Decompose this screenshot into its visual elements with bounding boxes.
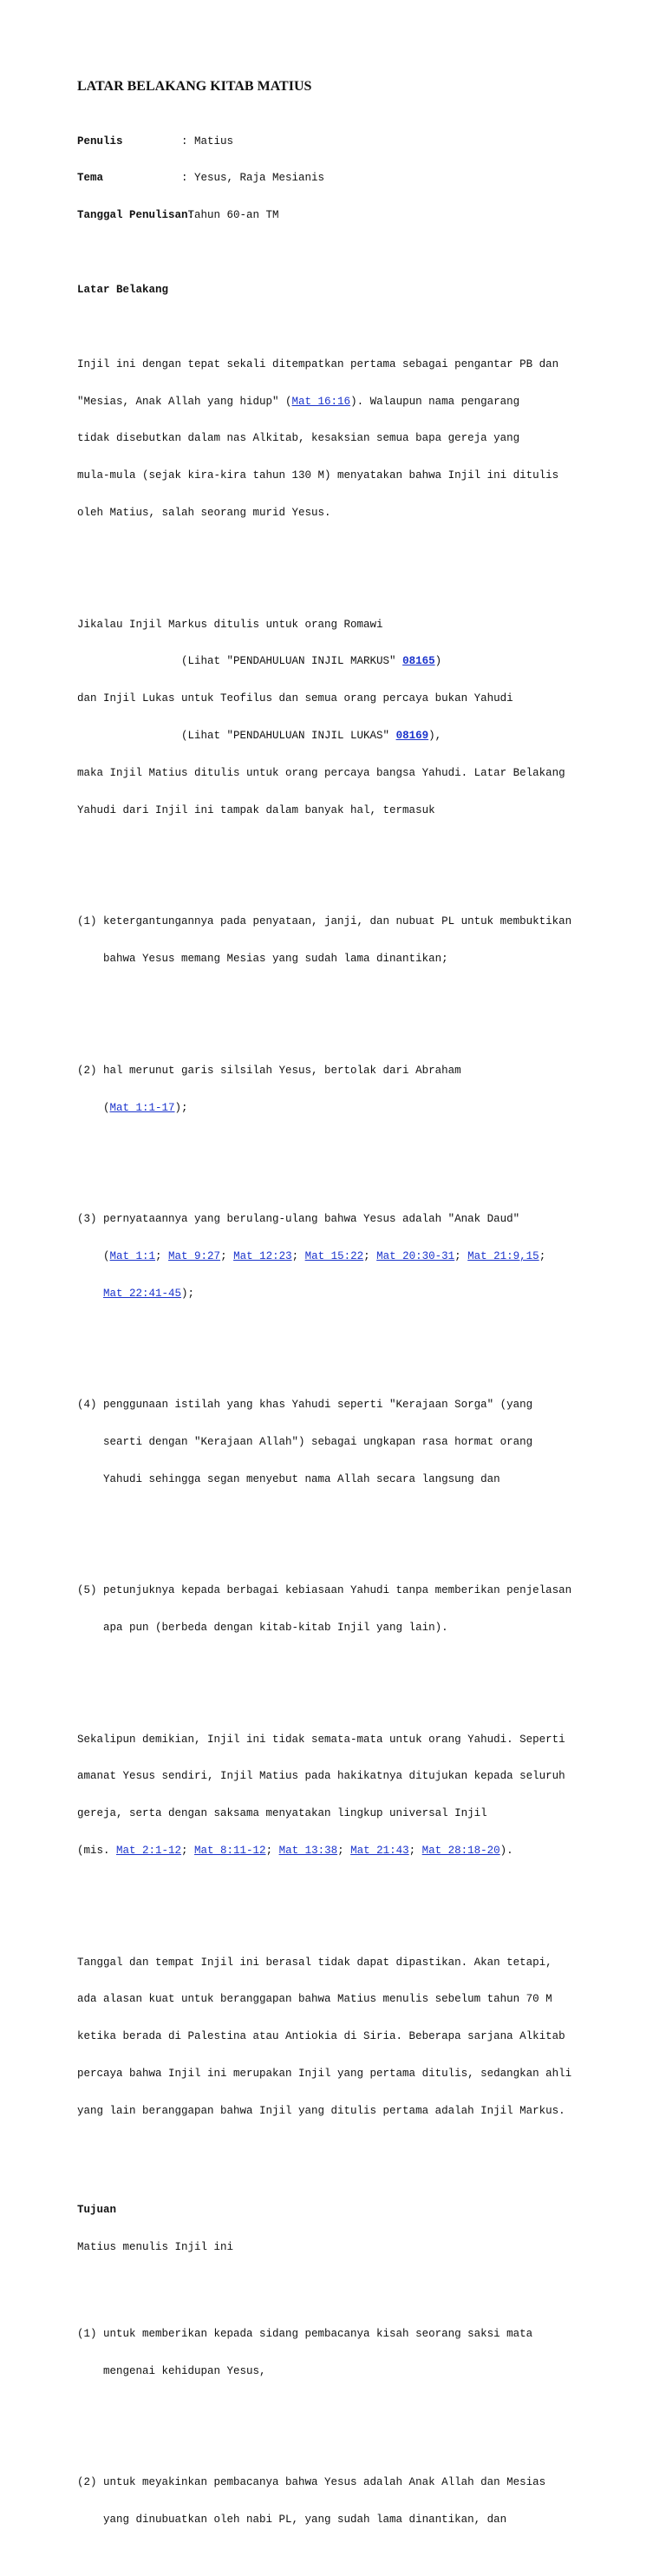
text-line: ketika berada di Palestina atau Antiokia di Siria. Beberapa sarjana Alkitab [77, 2030, 565, 2043]
text-line: gereja, serta dengan saksama menyatakan lingkup universal Injil [77, 1807, 487, 1820]
text-line: yang lain beranggapan bahwa Injil yang ditulis pertama adalah Injil Markus. [77, 2105, 565, 2118]
text-line: yang dinubuatkan oleh nabi PL, yang sudah lama dinantikan, dan [77, 2514, 507, 2527]
ref-separator: ; [363, 1249, 377, 1262]
text-segment: (mis. [77, 1845, 117, 1858]
meta-tanggal-value: Tahun 60-an TM [181, 209, 279, 222]
link-08169[interactable]: 08169 [395, 730, 429, 743]
section-heading-tujuan: Tujuan [77, 2204, 117, 2217]
text-line: (1) ketergantungannya pada penyataan, janji, dan nubuat PL untuk membuktikan [77, 915, 572, 928]
text-line: Sekalipun demikian, Injil ini tidak semata-mata untuk orang Yahudi. Seperti [77, 1733, 565, 1746]
meta-tema-value: Yesus, Raja Mesianis [187, 172, 325, 185]
text-line: mengenai kehidupan Yesus, [77, 2364, 266, 2377]
text-segment: "Mesias, Anak Allah yang hidup" ( [77, 395, 292, 408]
meta-penulis-key: Penulis [77, 134, 123, 147]
link-mat-20-30-31[interactable]: Mat 20:30-31 [376, 1249, 455, 1262]
meta-tanggal-key: Tanggal Penulisan: [77, 209, 195, 222]
meta-tema [77, 172, 632, 184]
text-line: (3) pernyataannya yang berulang-ulang bahwa Yesus adalah "Anak Daud" [77, 1212, 520, 1225]
section-tujuan [77, 2167, 632, 2576]
text-segment: ). [500, 1845, 513, 1858]
link-mat-16-16[interactable]: Mat 16:16 [291, 395, 351, 408]
text-segment: ); [174, 1101, 188, 1114]
link-mat-13-38[interactable]: Mat 13:38 [278, 1845, 338, 1858]
paragraph-intro [77, 333, 632, 544]
ref-separator: ; [265, 1845, 279, 1858]
text-line: tidak disebutkan dalam nas Alkitab, kesaksian semua bapa gereja yang [77, 432, 520, 445]
link-mat-15-22[interactable]: Mat 15:22 [304, 1249, 364, 1262]
text-line: ada alasan kuat untuk beranggapan bahwa Matius menulis sebelum tahun 70 M [77, 1993, 552, 2006]
text-segment: ( [77, 1249, 110, 1262]
text-line: bahwa Yesus memang Mesias yang sudah lama dinantikan; [77, 953, 448, 966]
text-line: Tanggal dan tempat Injil ini berasal tidak dapat dipastikan. Akan tetapi, [77, 1956, 552, 1969]
text-line: percaya bahwa Injil ini merupakan Injil yang pertama ditulis, sedangkan ahli [77, 2068, 572, 2081]
text-line: (5) petunjuknya kepada berbagai kebiasaan Yahudi tanpa memberikan penjelasan [77, 1584, 572, 1597]
text-segment [77, 1288, 103, 1300]
link-mat-21-43[interactable]: Mat 21:43 [350, 1845, 409, 1858]
link-mat-28-18-20[interactable]: Mat 28:18-20 [421, 1845, 500, 1858]
text-line: Injil ini dengan tepat sekali ditempatkan pertama sebagai pengantar PB dan [77, 357, 559, 370]
list-item-1 [77, 891, 632, 990]
text-segment: ; [539, 1249, 546, 1262]
text-line: (2) hal merunut garis silsilah Yesus, bertolak dari Abraham [77, 1064, 461, 1077]
text-line [77, 1250, 632, 1262]
paragraph-audience [77, 593, 632, 842]
text-line: oleh Matius, salah seorang murid Yesus. [77, 507, 331, 520]
purpose-item-1 [77, 2303, 632, 2402]
link-mat-2-1-12[interactable]: Mat 2:1-12 [116, 1845, 182, 1858]
link-mat-21-9-15[interactable]: Mat 21:9,15 [467, 1249, 539, 1262]
meta-colon: : [181, 172, 188, 185]
purpose-item-2 [77, 2452, 632, 2551]
ref-separator: ; [220, 1249, 234, 1262]
link-mat-22-41-45[interactable]: Mat 22:41-45 [103, 1287, 182, 1300]
text-segment: (Lihat "PENDAHULUAN INJIL LUKAS" [77, 730, 396, 743]
text-line: (4) penggunaan istilah yang khas Yahudi seperti "Kerajaan Sorga" (yang [77, 1399, 533, 1412]
text-line: mula-mula (sejak kira-kira tahun 130 M) menyatakan bahwa Injil ini ditulis [77, 469, 559, 482]
paragraph-date [77, 1931, 632, 2142]
meta-penulis-value: Matius [187, 134, 234, 147]
text-segment: ); [181, 1287, 195, 1300]
text-segment: ) [434, 655, 442, 668]
meta-block [77, 110, 632, 246]
list-item-2 [77, 1039, 632, 1138]
ref-separator: ; [155, 1249, 169, 1262]
list-item-3 [77, 1188, 632, 1324]
text-segment: ), [428, 730, 442, 743]
text-line: dan Injil Lukas untuk Teofilus dan semua orang percaya bukan Yahudi [77, 692, 513, 705]
text-line [77, 730, 632, 742]
link-08165[interactable]: 08165 [402, 655, 435, 668]
text-line [77, 1288, 632, 1300]
section-heading-latar: Latar Belakang [77, 283, 169, 296]
meta-tanggal [77, 209, 632, 221]
link-mat-1-1-17[interactable]: Mat 1:1-17 [109, 1101, 175, 1114]
ref-separator: ; [454, 1249, 468, 1262]
text-line: Matius menulis Injil ini [77, 2241, 234, 2254]
ref-separator: ; [337, 1845, 351, 1858]
ref-separator: ; [408, 1845, 422, 1858]
paragraph-universal [77, 1708, 632, 1882]
text-line: Jikalau Injil Markus ditulis untuk orang Romawi [77, 618, 383, 631]
link-mat-8-11-12[interactable]: Mat 8:11-12 [194, 1845, 266, 1858]
text-line: Yahudi sehingga segan menyebut nama Allah secara langsung dan [77, 1472, 500, 1485]
section-latar-belakang [77, 246, 632, 2166]
text-line [77, 1845, 632, 1857]
list-item-4 [77, 1374, 632, 1511]
text-segment: ). Walaupun nama pengarang [350, 395, 520, 408]
text-line [77, 396, 632, 408]
ref-separator: ; [291, 1249, 305, 1262]
text-line: maka Injil Matius ditulis untuk orang percaya bangsa Yahudi. Latar Belakang [77, 767, 565, 780]
document-title: LATAR BELAKANG KITAB MATIUS [77, 79, 312, 94]
text-line: Yahudi dari Injil ini tampak dalam banyak hal, termasuk [77, 804, 435, 817]
ref-separator: ; [181, 1845, 195, 1858]
meta-penulis [77, 135, 632, 147]
text-line [77, 1102, 632, 1114]
meta-tema-key: Tema [77, 172, 104, 185]
text-segment: ( [77, 1101, 110, 1114]
text-line: (1) untuk memberikan kepada sidang pembacanya kisah seorang saksi mata [77, 2327, 533, 2340]
text-line: amanat Yesus sendiri, Injil Matius pada hakikatnya ditujukan kepada seluruh [77, 1770, 565, 1783]
link-mat-1-1[interactable]: Mat 1:1 [109, 1249, 156, 1262]
text-line: searti dengan "Kerajaan Allah") sebagai ungkapan rasa hormat orang [77, 1435, 533, 1448]
text-line: (2) untuk meyakinkan pembacanya bahwa Yesus adalah Anak Allah dan Mesias [77, 2476, 546, 2489]
meta-colon: : [181, 134, 188, 147]
link-mat-12-23[interactable]: Mat 12:23 [233, 1249, 292, 1262]
document-page [77, 78, 632, 2576]
text-line: apa pun (berbeda dengan kitab-kitab Injil yang lain). [77, 1622, 448, 1635]
text-segment: (Lihat "PENDAHULUAN INJIL MARKUS" [77, 655, 403, 668]
link-mat-9-27[interactable]: Mat 9:27 [168, 1249, 221, 1262]
text-line [77, 655, 632, 667]
list-item-5 [77, 1560, 632, 1659]
